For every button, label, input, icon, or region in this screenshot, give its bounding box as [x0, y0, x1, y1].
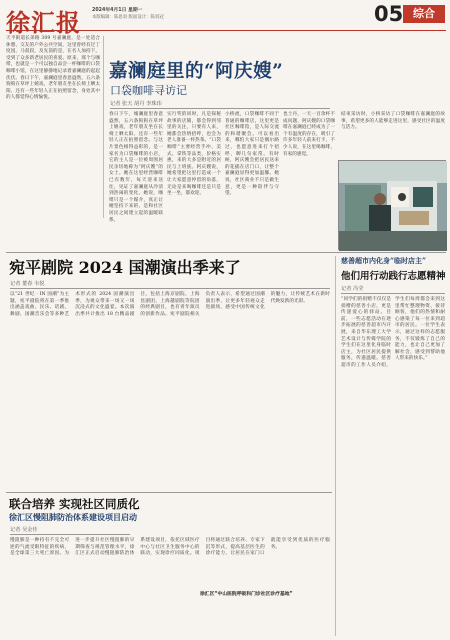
story2-body: 以“21 世纪 · IN 国潮”为主题，宛平剧院将在第一季推出涵盖戏曲、民乐、话剧、舞剧、国潮音乐会等多种艺术形式的 2024 国潮演出季，为观众带来一场又一场沉浸式的文化盛宴。本次演出季共计推出 18 台精品剧目，包括上海京剧院、上海昆剧团、上海越剧院等院团的经典剧目，也有青年演员的创新作品。宛平剧院相关负责人表示，希望通过国潮演出季，让更多年轻观众走进剧场，感受中国传统文化的魅力，让传统艺术在新时代焕发新的光彩。: [10, 292, 330, 317]
story2-byline: 记者 董春 韦悦: [10, 281, 45, 287]
story1-subhead: 口袋咖啡寻访记: [110, 84, 187, 97]
story1-col5: 也士丹，一天一百余杯不成问题，阿庆嫂的口袋咖啡在嘉澜庭已经成为了一个有温度的存在，吸引了许多年轻人前来打卡，不少人说，在这里喝咖啡，有家的感觉。: [283, 112, 335, 157]
story3-subhead: 徐汇区慢阻肺防治体系建设项目启动: [9, 512, 137, 522]
story1-byline: 记者 张天 胡丹 李珠玮: [110, 101, 162, 107]
right-column-divider: [335, 256, 336, 636]
story4-byline-rule: [341, 293, 445, 294]
story3-body: 慢阻肺是一种持有不完全可逆的气流受限特征的疾病，是全球第三大死亡原因。为进一步提升社区慢阻肺的早期筛查与规范管理水平，徐汇区正式启动慢阻肺防治体系建设项目，依托区域医疗中心与社区卫生服务中心的联动，实现诊疗同质化。项目将通过联合培养、专家下沉等形式，提高基层医生的诊疗能力，让居民在家门口就能享受到优质的医疗服务。: [10, 538, 330, 557]
story4-headline2: 他们用行动践行志愿精神: [341, 271, 446, 282]
section-badge: 综合: [403, 5, 445, 23]
story1-byline-rule: [110, 108, 330, 109]
story1-col6: 结束采访时，小桥采访了口袋咖啡在嘉澜庭的故事，希望更多的人能够走进这里，感受社区的温度与活力。: [341, 112, 445, 131]
column-divider: [103, 36, 104, 218]
story3-headline: 联合培养 实现社区同质化: [9, 497, 140, 511]
page-number: 05: [374, 2, 404, 26]
story3-byline-rule: [10, 534, 130, 535]
story2-headline: 宛平剧院 2024 国潮演出季来了: [9, 258, 241, 277]
masthead-rule: [6, 30, 446, 31]
story3-inline-subtitle: 徐汇区“中山医院呼吸科门诊社区诊疗基地”: [200, 592, 293, 597]
story4-byline: 记者 冯莹: [341, 286, 364, 292]
story4-headline: 慈善超市内化身“临时店主”: [341, 256, 427, 265]
story1-col4: 小桥流，口袋咖啡不同于普通的咖啡店，这里更是社区咖啡馆，是人际交流的和谐聚会。可以看出来，哪怕大家只是偶尔路过，也愿意进来打个招呼，聊几句家常。有时候，阿庆嫂会把居民送来的花插在店门口，让整个嘉澜庭显得更加温馨。她说，社区商业不只是做生意，更是一种陪伴与守望。: [225, 112, 279, 197]
story1-bottom-rule: [6, 252, 446, 253]
cafe-photo-illustration: [339, 161, 447, 251]
cafe-photo: [338, 160, 446, 250]
story3-byline: 记者 吴金佳: [10, 527, 38, 533]
story1-col1: 天平街道长弟路 309 号嘉澜庭，是一处适合休憩、交友的户外公共空间，这里曾经有过丁度园，马叔叔，及先前的是，在名人加持下，受到了众多新老居民的喜爱。原来，那个与咖啡，也就是一个可以独自品尝一杯咖啡的口袋咖啡小馆，在这里静静地记录着嘉澜庭的起起伏伏。春日下午，嘉澜庭里春意盎然，五六条狗狗在草坪上嬉戏，老年朋友坐在长椅上晒太阳，还有一些年轻人正在拍照留念，身处其中的人都觉得心情愉悦。: [6, 36, 100, 101]
story4-body: “同学们的捐赠不仅仅是捐赠的慈善小店，更是传递爱心的驿站。目前，一些志愿活动在逐步拓展的慈善超市内开展，来自华东理工大学艺术设计与传媒学院的学生们在这里化身临时店主，为社区居民提供服务，传递温暖。慈善超市的工作人员介绍，学生们每周都会来到这里帮忙整理物资、接待顾客，他们的热情和耐心感染了每一位来到超市的居民。一位学生表示，通过这样的志愿服务，不仅锻炼了自己的能力，也让自己更加了解社会，感受到帮助他人带来的快乐。”: [341, 297, 445, 368]
story3-top-rule: [6, 492, 332, 493]
issue-line: 2024年4月1日 星期一: [92, 8, 143, 13]
story2-byline-rule: [10, 288, 330, 289]
story1-col2: 春日下午，城澜庭里春意盎然，五六条狗狗在草坪上嬉戏，老年朋友坐在长椅上晒太阳，还有一些年轻人正在拍照留念。与这片景色相得益彰的，是一家名为口袋咖啡的小店，它的主人是一位被周围居民亲切地称为“阿庆嫂”的女士。她在这里经营咖啡已有数年，每天迎来送往，见证了嘉澜庭从冷清到热闹的变化。她说，咖啡只是一个媒介，真正让她坚持下来的，是和社区居民之间建立起的温暖联系。: [109, 112, 163, 223]
story1-col3: 实行奖的同时，凡是探秘故事的店铺，都会得到邻里的关注，只要有人来，她都会热情招呼，也会为老人准备一杯热茶。“口袋咖啡”主要经营手冲、美式、拿铁等品类，价格实惠，来的大多是附近的居民与上班族。阿庆嫂说，她希望把这里打造成一个让大家愿意停留的角落，无论是来喝咖啡还是只是坐一坐，都欢迎。: [167, 112, 221, 197]
story1-headline: 嘉澜庭里的“阿庆嫂”: [109, 61, 284, 82]
masthead-logo: 徐汇报: [6, 8, 81, 37]
editor-line: 本版编辑：陈思羽 版面设计：陈羽冠: [92, 15, 164, 20]
